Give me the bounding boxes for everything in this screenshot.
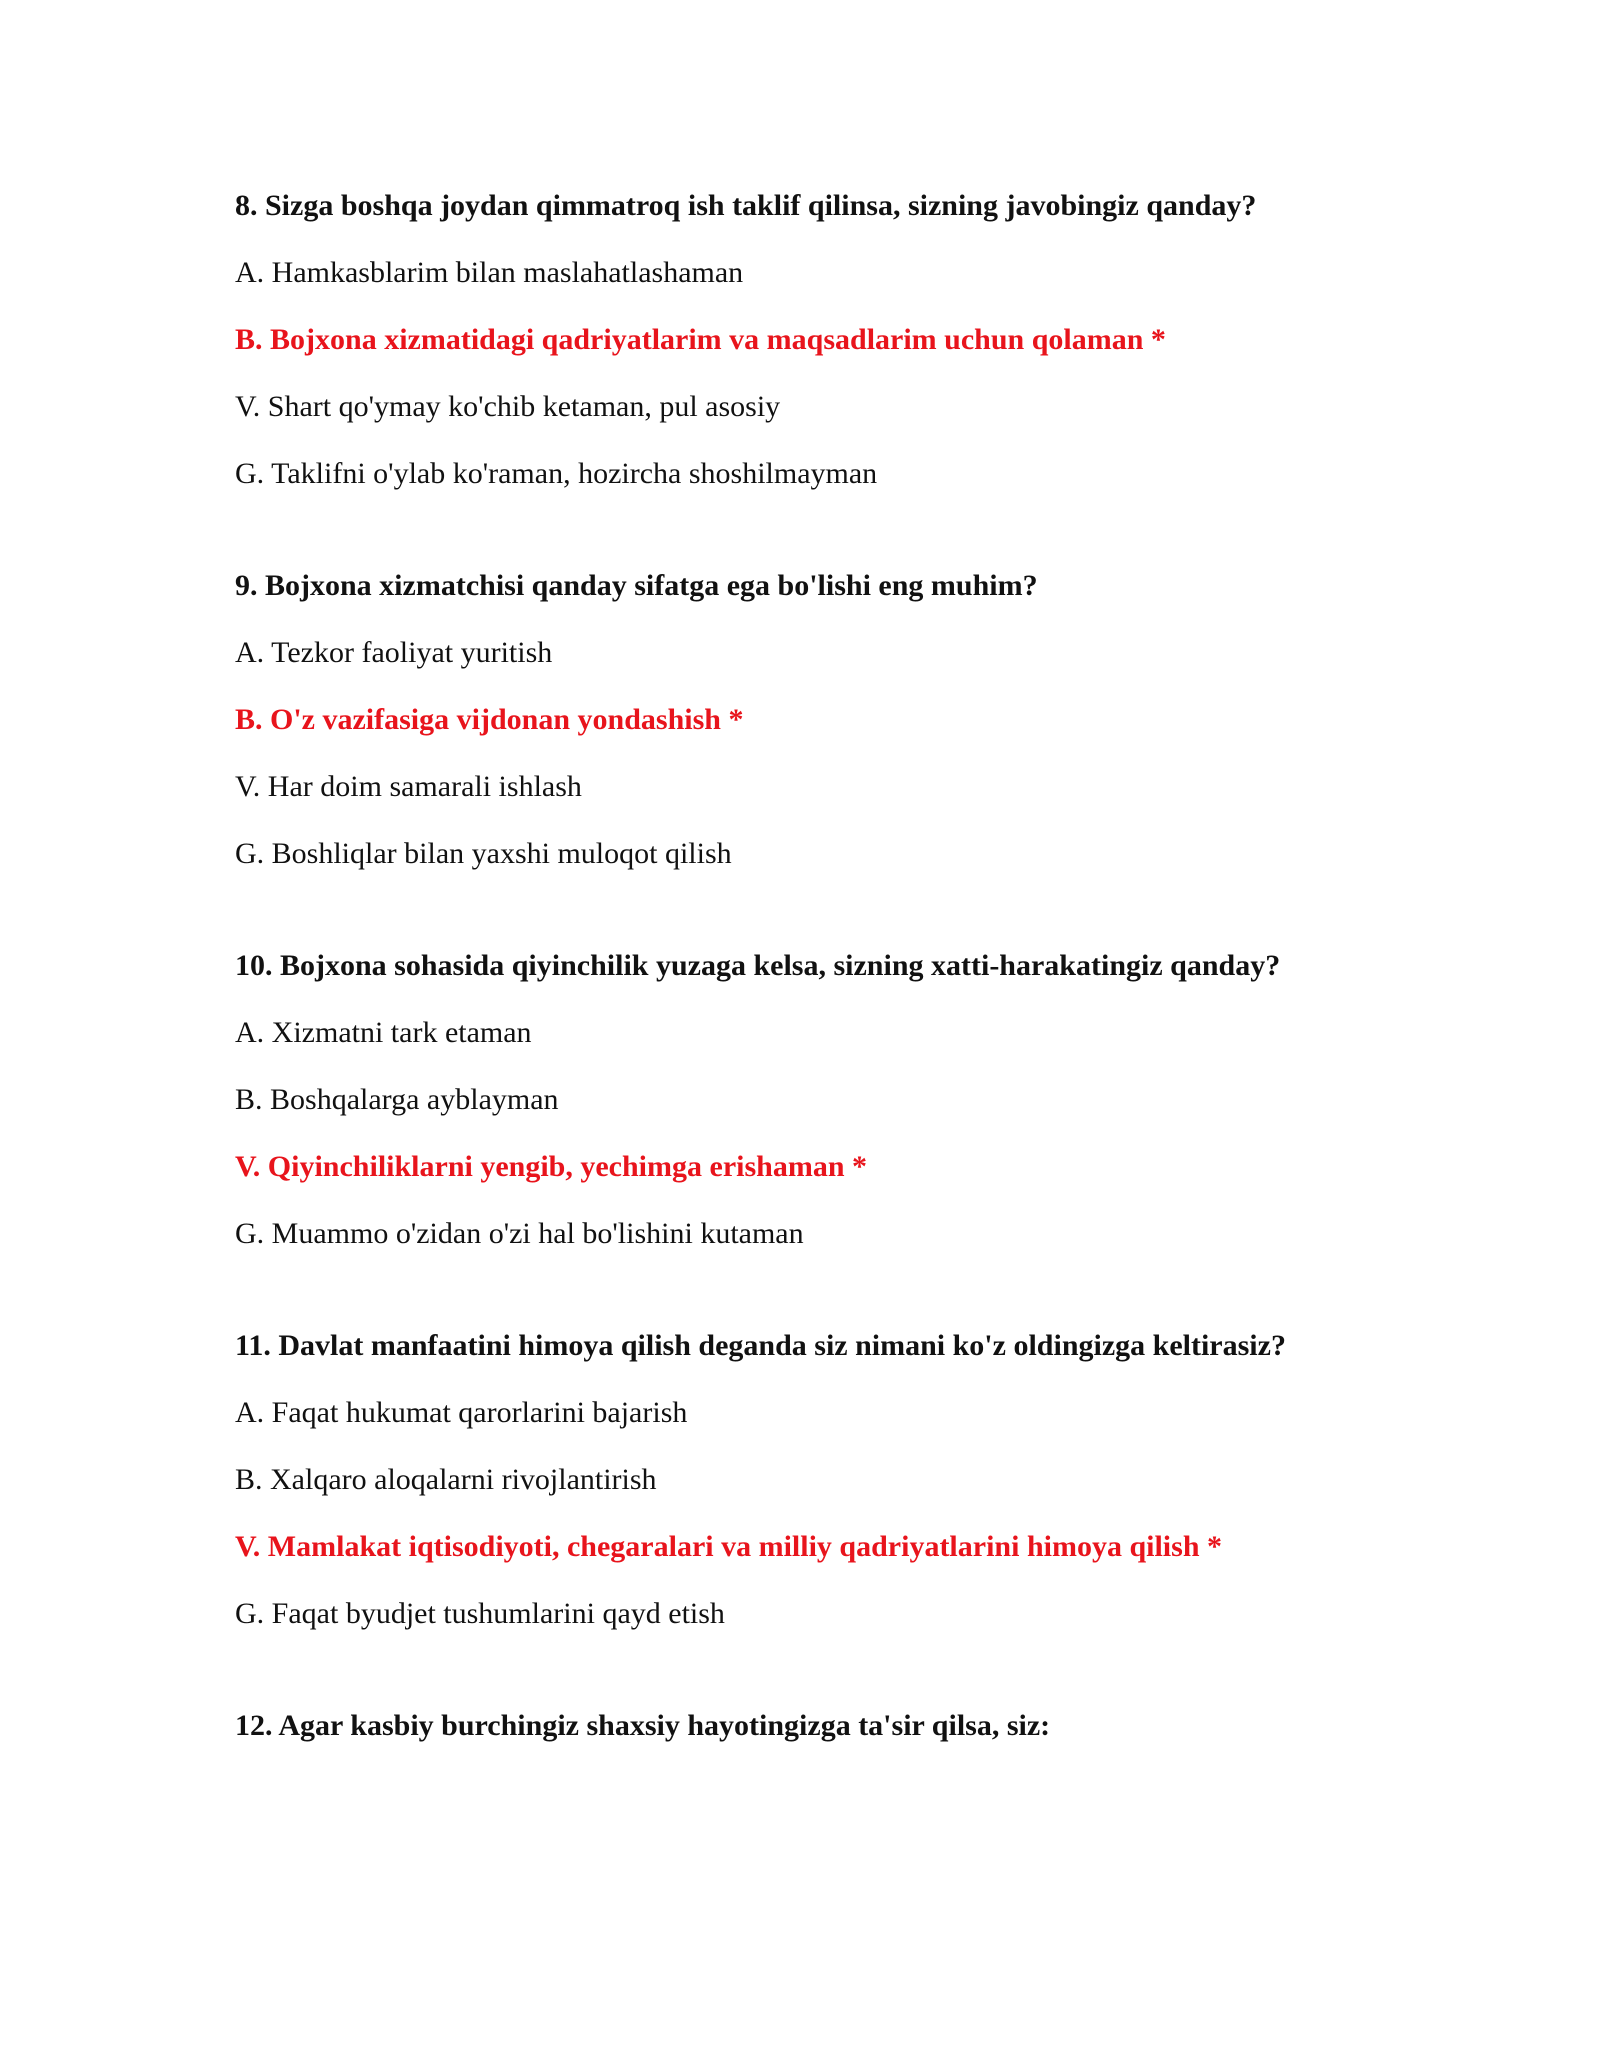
quiz-content xyxy=(235,183,1435,1815)
answer-option: B. Boshqalarga ayblayman xyxy=(235,1083,559,1116)
question-9 xyxy=(235,563,1435,877)
answer-option: G. Muammo o'zidan o'zi hal bo'lishini kutaman xyxy=(235,1217,804,1250)
question-8 xyxy=(235,183,1435,497)
question-text: 12. Agar kasbiy burchingiz shaxsiy hayotingizga ta'sir qilsa, siz: xyxy=(235,1709,1051,1742)
correct-answer-option: B. Bojxona xizmatidagi qadriyatlarim va maqsadlarim uchun qolaman * xyxy=(235,323,1166,356)
question-12 xyxy=(235,1703,1435,1749)
correct-answer-option: B. O'z vazifasiga vijdonan yondashish * xyxy=(235,703,744,736)
correct-answer-option: V. Mamlakat iqtisodiyoti, chegaralari va milliy qadriyatlarini himoya qilish * xyxy=(235,1530,1222,1563)
answer-option: G. Boshliqlar bilan yaxshi muloqot qilish xyxy=(235,837,732,870)
question-11 xyxy=(235,1323,1435,1637)
answer-option: A. Hamkasblarim bilan maslahatlashaman xyxy=(235,256,744,289)
answer-option: G. Faqat byudjet tushumlarini qayd etish xyxy=(235,1597,725,1630)
question-text: 8. Sizga boshqa joydan qimmatroq ish taklif qilinsa, sizning javobingiz qanday? xyxy=(235,189,1257,222)
answer-option: A. Tezkor faoliyat yuritish xyxy=(235,636,553,669)
answer-option: V. Shart qo'ymay ko'chib ketaman, pul asosiy xyxy=(235,390,781,423)
answer-option: A. Xizmatni tark etaman xyxy=(235,1016,532,1049)
question-text: 11. Davlat manfaatini himoya qilish deganda siz nimani ko'z oldingizga keltirasiz? xyxy=(235,1329,1286,1362)
answer-option: V. Har doim samarali ishlash xyxy=(235,770,582,803)
answer-option: A. Faqat hukumat qarorlarini bajarish xyxy=(235,1396,688,1429)
question-text: 9. Bojxona xizmatchisi qanday sifatga ega bo'lishi eng muhim? xyxy=(235,569,1038,602)
answer-option: G. Taklifni o'ylab ko'raman, hozircha shoshilmayman xyxy=(235,457,878,490)
answer-option: B. Xalqaro aloqalarni rivojlantirish xyxy=(235,1463,657,1496)
correct-answer-option: V. Qiyinchiliklarni yengib, yechimga erishaman * xyxy=(235,1150,868,1183)
question-text: 10. Bojxona sohasida qiyinchilik yuzaga kelsa, sizning xatti-harakatingiz qanday? xyxy=(235,949,1281,982)
question-10 xyxy=(235,943,1435,1257)
